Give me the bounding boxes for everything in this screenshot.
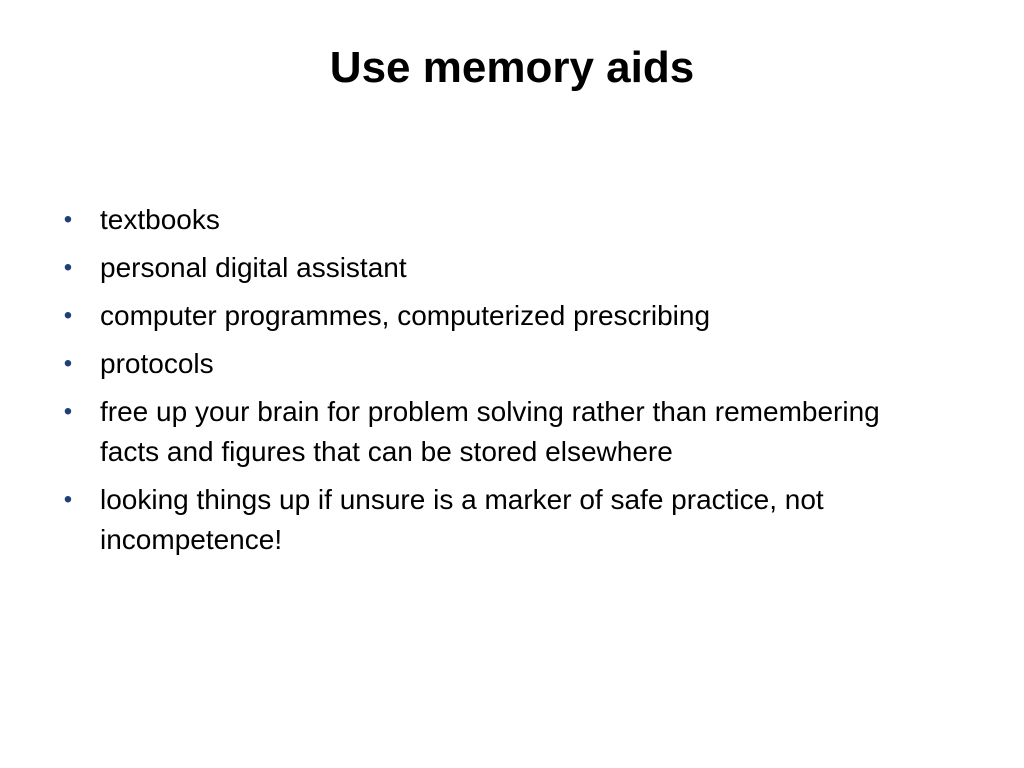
list-item bbox=[58, 392, 938, 472]
bullet-text: computer programmes, computerized prescribing bbox=[100, 300, 711, 331]
list-item bbox=[58, 344, 938, 384]
bullet-icon: • bbox=[63, 206, 73, 233]
bullet-icon: • bbox=[63, 398, 73, 425]
bullet-text: textbooks bbox=[100, 204, 220, 235]
bullet-icon: • bbox=[63, 254, 73, 281]
bullet-list bbox=[58, 200, 938, 568]
slide-title: Use memory aids bbox=[329, 43, 695, 92]
list-item bbox=[58, 296, 938, 336]
list-item bbox=[58, 248, 938, 288]
bullet-text: protocols bbox=[100, 348, 214, 379]
bullet-text: personal digital assistant bbox=[100, 252, 407, 283]
list-item bbox=[58, 200, 938, 240]
list-item bbox=[58, 480, 938, 560]
bullet-text: looking things up if unsure is a marker of safe practice, not incompetence! bbox=[100, 484, 824, 555]
bullet-icon: • bbox=[63, 350, 73, 377]
bullet-icon: • bbox=[63, 486, 73, 513]
bullet-icon: • bbox=[63, 302, 73, 329]
bullet-text: free up your brain for problem solving rather than remembering facts and figures that can be stored elsewhere bbox=[100, 396, 880, 467]
